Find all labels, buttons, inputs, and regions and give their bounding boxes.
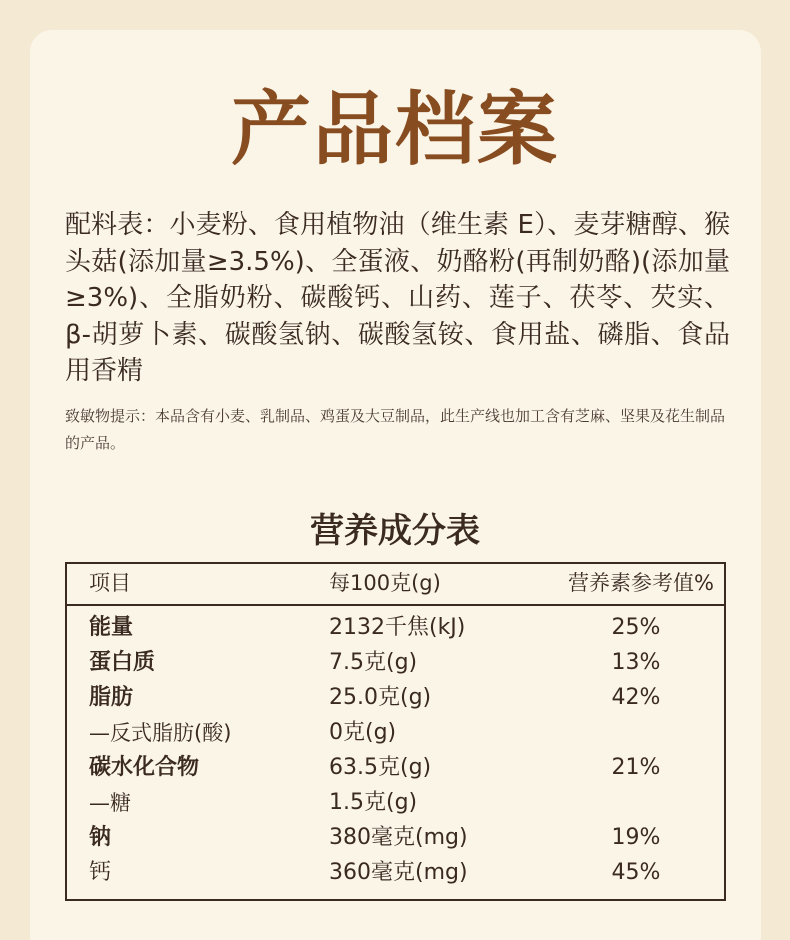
row-value: 63.5克(g) [329,755,432,780]
table-row [67,859,724,894]
row-value: 360毫克(mg) [329,860,468,885]
table-row [67,754,724,789]
row-value: 25.0克(g) [329,685,432,710]
allergy-notice: 致敏物提示：本品含有小麦、乳制品、鸡蛋及大豆制品，此生产线也加工含有芝麻、坚果及花生制品的产品。 [65,407,726,452]
table-row [67,614,724,649]
ingredients-text: 配料表：小麦粉、食用植物油（维生素 E）、麦芽糖醇、猴头菇(添加量≥3.5%)、全蛋液、奶酪粉(再制奶酪)(添加量≥3%)、全脂奶粉、碳酸钙、山药、莲子、茯苓、芡实、β-胡萝卜素、碳酸氢钠、碳酸氢铵、食用盐、磷脂、食品用香精 [65,210,730,386]
row-nrv: 42% [611,685,661,710]
nutrition-table [65,562,726,901]
row-item: 钙 [89,860,112,885]
row-item: 碳水化合物 [89,755,200,780]
row-nrv: 21% [611,755,661,780]
nutrition-title: 营养成分表 [310,511,480,551]
table-row [67,789,724,824]
header-per100: 每100克(g) [329,571,441,595]
row-value: 7.5克(g) [329,650,418,675]
table-row [67,684,724,719]
row-nrv: 25% [611,615,661,640]
page-title: 产品档案 [231,83,559,176]
row-item: 能量 [89,615,134,640]
row-nrv: 19% [611,825,661,850]
table-row [67,719,724,754]
header-item: 项目 [89,571,131,595]
table-row [67,649,724,684]
header-nrv: 营养素参考值% [568,571,714,595]
row-value: 2132千焦(kJ) [329,615,466,640]
row-value: 0克(g) [329,720,397,745]
row-item: 钠 [89,825,112,850]
row-item: —糖 [89,791,131,815]
nutrition-table-header [67,564,724,606]
row-value: 380毫克(mg) [329,825,468,850]
row-item: 脂肪 [89,685,134,710]
table-row [67,824,724,859]
row-item: 蛋白质 [89,650,156,675]
row-item: —反式脂肪(酸) [89,721,232,745]
row-nrv: 13% [611,650,661,675]
row-nrv: 45% [611,860,661,885]
row-value: 1.5克(g) [329,790,418,815]
